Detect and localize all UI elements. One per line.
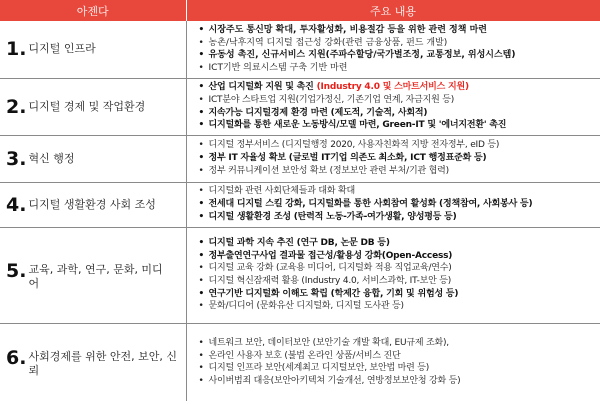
list-item xyxy=(199,81,600,94)
list-item: • 연구기반 디지털화 이해도 확립 (학제간 융합, 기회 및 위험성 등) xyxy=(199,288,600,301)
agenda-number: 3. xyxy=(6,147,27,170)
table-row xyxy=(0,323,600,401)
list-item: • 디지털 교육 강화 (교육용 미디어, 디지털화 적용 직업교육/연수) xyxy=(199,262,600,275)
header-content: 주요 내용 xyxy=(186,0,600,21)
agenda-number: 1. xyxy=(6,38,27,61)
list-item: • 디지털 혁신잠재력 활용 (Industry 4.0, 서비스과학, IT-보안 등) xyxy=(199,275,600,288)
agenda-cell xyxy=(0,135,186,182)
list-item: • 지속가능 디지털경제 환경 마련 (제도적, 기술적, 사회적) xyxy=(199,107,600,120)
list-item: • 디지털 정부서비스 (디지털행정 2020, 사용자친화적 지방 전자정부, eID 등) xyxy=(199,139,600,152)
table-row xyxy=(0,78,600,135)
agenda-name: 사회경제를 위한 안전, 보안, 신뢰 xyxy=(28,349,177,377)
agenda-cell xyxy=(0,78,186,135)
agenda-name: 디지털 생활환경 사회 조성 xyxy=(28,197,156,211)
agenda-cell xyxy=(0,323,186,401)
list-item: • ICT기반 의료시스템 구축 기반 마련 xyxy=(199,62,600,75)
agenda-cell xyxy=(0,182,186,227)
content-cell xyxy=(186,182,600,227)
list-item: • ICT분야 스타트업 지원(기업가정신, 기존기업 연계, 자금지원 등) xyxy=(199,94,600,107)
list-item: • 전세대 디지털 스킬 강화, 디지털화를 통한 사회참여 활성화 (정책참여, 사회봉사 등) xyxy=(199,198,600,211)
list-item: • 디지털 생활환경 조성 (탄력적 노동-가족-여가생활, 양성평등 등) xyxy=(199,211,600,224)
content-cell xyxy=(186,135,600,182)
agenda-name: 디지털 경제 및 작업환경 xyxy=(28,99,146,113)
agenda-cell xyxy=(0,21,186,78)
table-header-row xyxy=(0,0,600,21)
agenda-number: 4. xyxy=(6,193,27,216)
list-item: • 사이버범죄 대응(보안아키텍쳐 기술개선, 연방정보보안청 강화 등) xyxy=(199,375,600,388)
agenda-cell xyxy=(0,227,186,323)
list-item: • 농촌/낙후지역 디지털 접근성 강화(관련 금융상품, 펀드 개발) xyxy=(199,37,600,50)
table-row xyxy=(0,21,600,78)
list-item: • 정부출연연구사업 결과물 접근성/활용성 강화(Open-Access) xyxy=(199,250,600,263)
agenda-name: 디지털 인프라 xyxy=(28,42,96,56)
list-item: • 디지털 인프라 보안(세계최고 디지털보안, 보안법 마련 등) xyxy=(199,362,600,375)
list-item: • 정부 IT 자율성 확보 (글로벌 IT기업 의존도 최소화, ICT 행정표준화 등) xyxy=(199,152,600,165)
agenda-number: 2. xyxy=(6,95,27,118)
content-cell xyxy=(186,78,600,135)
list-item: • 시장주도 통신망 확대, 투자활성화, 비용절감 등을 위한 관련 정책 마련 xyxy=(199,24,600,37)
agenda-name: 혁신 행정 xyxy=(28,151,75,165)
agenda-number: 6. xyxy=(6,346,27,369)
table-row xyxy=(0,227,600,323)
header-agenda: 아젠다 xyxy=(0,0,186,21)
list-item: • 유동성 촉진, 신규서비스 지원(주파수할당/국가별조정, 교통정보, 위성시스템) xyxy=(199,49,600,62)
list-item: • 정부 커뮤니케이션 보안성 확보 (정보보안 관련 부처/기관 협력) xyxy=(199,165,600,178)
list-item: • 디지털 과학 지속 추진 (연구 DB, 논문 DB 등) xyxy=(199,237,600,250)
table-row xyxy=(0,182,600,227)
highlight-text: (Industry 4.0 및 스마트서비스 지원) xyxy=(316,82,469,93)
content-cell xyxy=(186,227,600,323)
list-item: • 네트워크 보안, 데이터보안 (보안기술 개발 확대, EU규제 조화), xyxy=(199,337,600,350)
content-cell xyxy=(186,323,600,401)
agenda-name: 교육, 과학, 연구, 문화, 미디어 xyxy=(28,262,163,290)
table-row xyxy=(0,135,600,182)
list-item: • 디지털화를 통한 새로운 노동방식/모델 마련, Green-IT 및 '에너지전환' 촉진 xyxy=(199,119,600,132)
list-item: • 문화/디디어 (문화유산 디지털화, 디지털 도사관 등) xyxy=(199,300,600,313)
list-item-text: 산업 디지털화 지원 및 촉진 xyxy=(208,82,317,93)
agenda-number: 5. xyxy=(6,259,27,282)
content-cell xyxy=(186,21,600,78)
list-item: • 디지털화 관련 사회단체들과 대화 확대 xyxy=(199,185,600,198)
list-item: • 온라인 사용자 보호 (불법 온라인 상품/서비스 진단 xyxy=(199,350,600,363)
